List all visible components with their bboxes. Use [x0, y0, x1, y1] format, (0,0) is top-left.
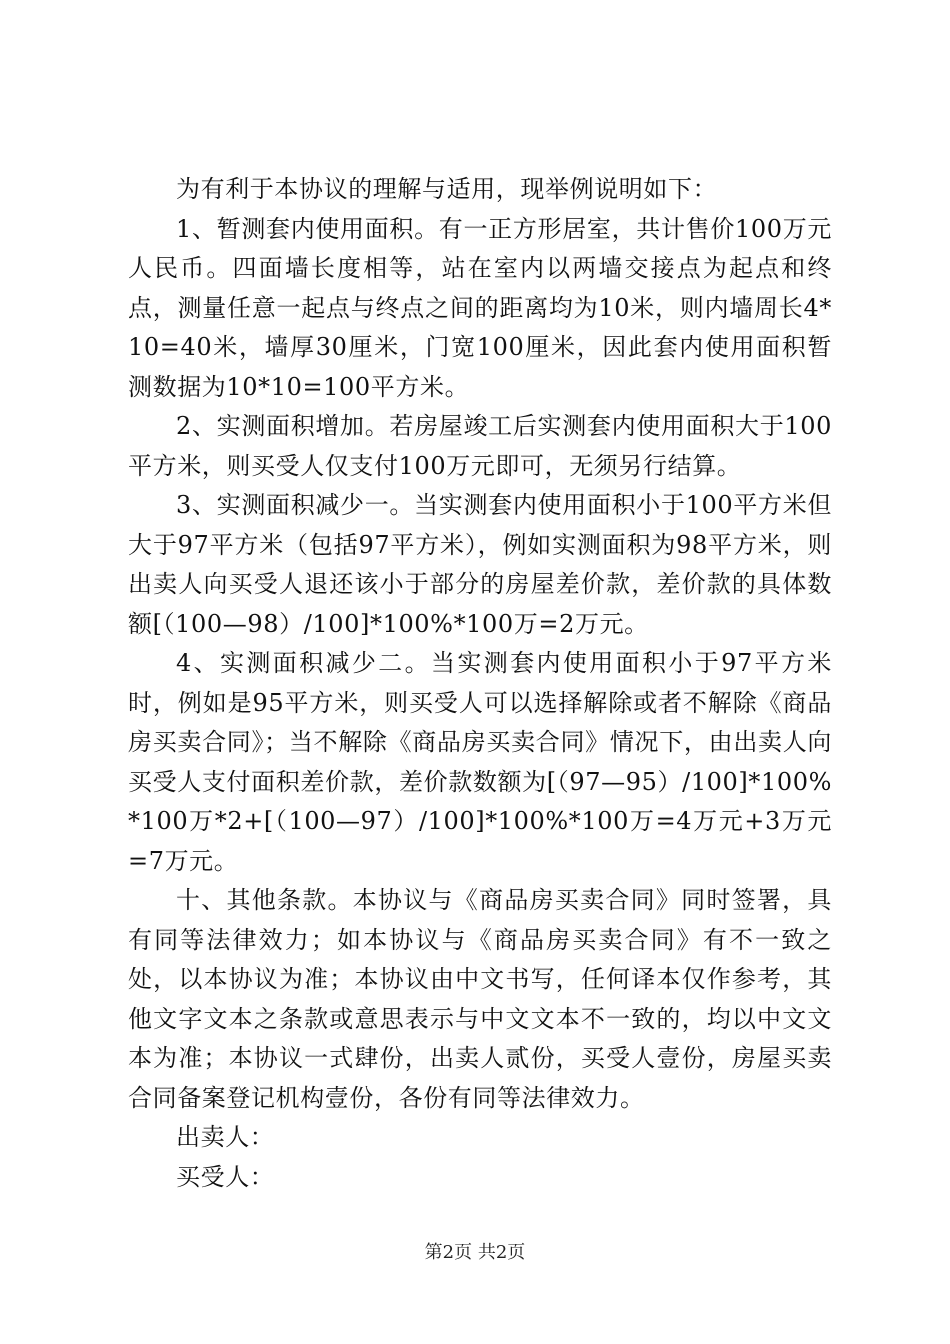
- buyer-signature-line: 买受人：: [176, 1162, 275, 1191]
- intro-paragraph: 为有利于本协议的理解与适用，现举例说明如下：: [176, 175, 718, 203]
- example-2-paragraph: 2、实测面积增加。若房屋竣工后实测套内使用面积大于100平方米，则买受人仅支付100万元即可，无须另行结算。: [128, 412, 832, 480]
- example-4-paragraph: 4、实测面积减少二。当实测套内使用面积小于97平方米时，例如是95平方米，则买受人可以选择解除或者不解除《商品房买卖合同》；当不解除《商品房买卖合同》情况下，由出卖人向买受人支付面积差价款，差价款数额为[（97—95）/100]*100%*100万*2+[（100—97）/100]*100%*100万=4万元+3万元=7万元。: [128, 649, 832, 875]
- page-number-footer: 第2页 共2页: [424, 1242, 526, 1263]
- seller-signature-line: 出卖人：: [176, 1123, 275, 1151]
- example-1-paragraph: 1、暂测套内使用面积。有一正方形居室，共计售价100万元人民币。四面墙长度相等，站在室内以两墙交接点为起点和终点，测量任意一起点与终点之间的距离均为10米，则内墙周长4*10=40米，墙厚30厘米，门宽100厘米，因此套内使用面积暂测数据为10*10=100平方米。: [128, 214, 832, 401]
- other-terms-paragraph: 十、其他条款。本协议与《商品房买卖合同》同时签署，具有同等法律效力；如本协议与《商品房买卖合同》有不一致之处，以本协议为准；本协议由中文书写，任何译本仅作参考，其他文字文本之条款或意思表示与中文文本不一致的，均以中文文本为准；本协议一式肆份，出卖人贰份，买受人壹份，房屋买卖合同备案登记机构壹份，各份有同等法律效力。: [128, 886, 832, 1112]
- example-3-paragraph: 3、实测面积减少一。当实测套内使用面积小于100平方米但大于97平方米（包括97平方米），例如实测面积为98平方米，则出卖人向买受人退还该小于部分的房屋差价款，差价款的具体数额[（100—98）/100]*100%*100万=2万元。: [128, 491, 832, 638]
- document-body: [128, 170, 832, 1197]
